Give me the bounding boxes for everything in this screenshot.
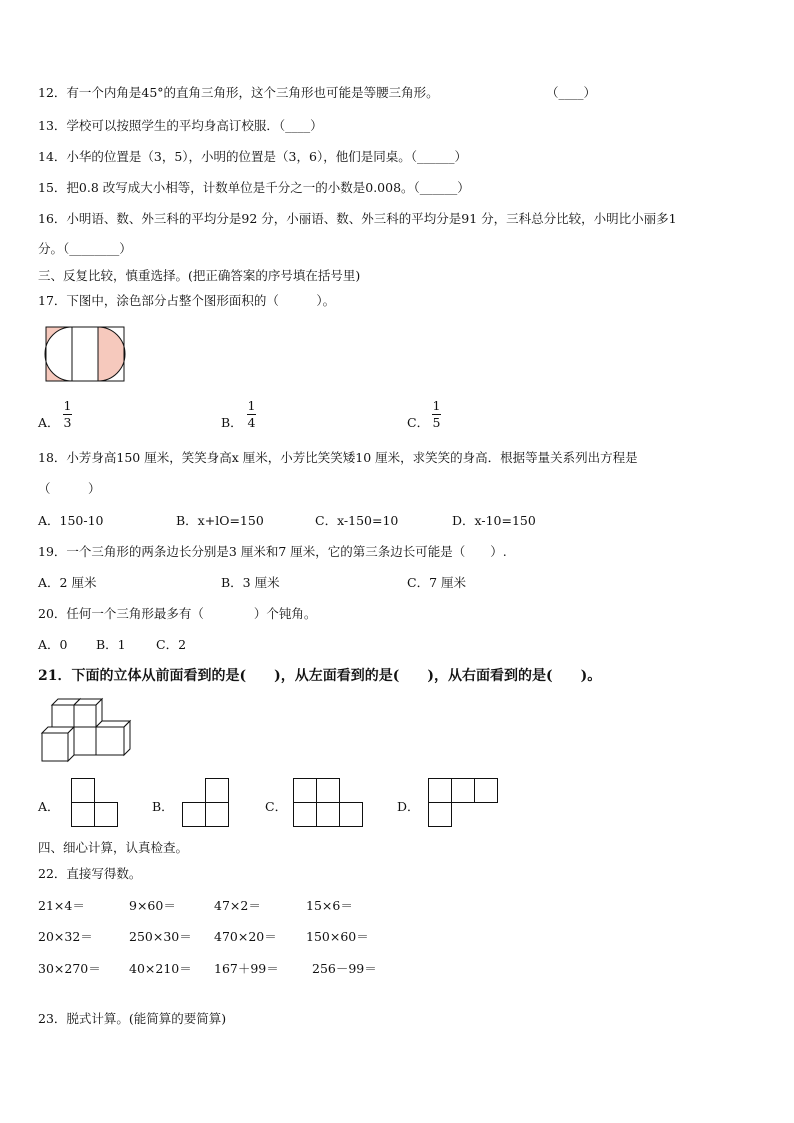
calc-item: 470×20＝ — [214, 929, 277, 944]
question-12-answer-blank[interactable]: （____） — [546, 85, 597, 100]
question-16-line-1: 16．小明语、数、外三科的平均分是92 分，小丽语、数、外三科的平均分是91 分，三科总分比较，小明比小丽多1 — [38, 211, 677, 226]
question-18-option-c[interactable]: C．x-150=10 — [315, 513, 399, 528]
question-21-option-d-view — [428, 778, 500, 828]
question-17-option-c-label[interactable]: C． — [407, 415, 430, 430]
calc-item: 150×60＝ — [306, 929, 369, 944]
question-17-option-c-fraction — [432, 399, 441, 430]
section-3-heading: 三、反复比较，慎重选择。(把正确答案的序号填在括号里) — [38, 268, 361, 283]
question-17-option-a-label[interactable]: A． — [38, 415, 60, 430]
calc-item: 30×270＝ — [38, 961, 101, 976]
question-17-figure — [46, 327, 126, 383]
question-19-option-c[interactable]: C．7 厘米 — [407, 575, 466, 590]
question-17: 17．下图中，涂色部分占整个图形面积的（ ）。 — [38, 293, 336, 308]
question-20-option-a[interactable]: A．0 — [38, 637, 68, 652]
section-4-heading: 四、细心计算，认真检查。 — [38, 840, 189, 855]
question-18-option-a[interactable]: A．150-10 — [38, 513, 104, 528]
question-21-option-a-label[interactable]: A． — [38, 799, 60, 814]
fraction-denominator: 4 — [247, 415, 256, 430]
question-18: 18．小芳身高150 厘米，笑笑身高x 厘米，小芳比笑笑矮10 厘米，求笑笑的身高．根据等量关系列出方程是 — [38, 450, 638, 465]
question-14: 14．小华的位置是（3，5），小明的位置是（3，6），他们是同桌。（______） — [38, 149, 467, 164]
question-21-option-c-view — [293, 778, 365, 828]
calc-item: 40×210＝ — [129, 961, 192, 976]
shaded-region-left — [45, 327, 72, 381]
question-19: 19．一个三角形的两条边长分别是3 厘米和7 厘米，它的第三条边长可能是（ ）. — [38, 544, 507, 559]
question-21-option-c-label[interactable]: C． — [265, 799, 288, 814]
question-20: 20．任何一个三角形最多有（ ）个钝角。 — [38, 606, 317, 621]
question-21-solid-figure — [42, 697, 134, 763]
fraction-numerator: 1 — [63, 398, 72, 413]
question-18-answer-paren[interactable]: （ ） — [38, 481, 101, 496]
question-18-option-b[interactable]: B．x+lO=150 — [176, 513, 264, 528]
question-17-option-a-fraction — [63, 399, 72, 430]
calc-item: 15×6＝ — [306, 898, 353, 913]
question-23: 23．脱式计算。(能简算的要简算) — [38, 1011, 227, 1026]
question-12 — [38, 83, 439, 101]
question-20-option-c[interactable]: C．2 — [156, 637, 187, 652]
question-19-option-b[interactable]: B．3 厘米 — [221, 575, 280, 590]
calc-item: 47×2＝ — [214, 898, 261, 913]
question-17-option-b-fraction — [247, 399, 256, 430]
calc-item: 20×32＝ — [38, 929, 93, 944]
question-17-option-b-label[interactable]: B． — [221, 415, 243, 430]
calc-item: 250×30＝ — [129, 929, 192, 944]
question-21-option-b-label[interactable]: B． — [152, 799, 174, 814]
shaded-region-right — [98, 327, 125, 381]
question-19-option-a[interactable]: A．2 厘米 — [38, 575, 97, 590]
question-16-line-2: 分。（________） — [38, 241, 132, 256]
fraction-numerator: 1 — [432, 398, 441, 413]
question-21-option-a-view — [71, 778, 119, 828]
question-21-option-b-view — [182, 778, 230, 828]
calc-item: 9×60＝ — [129, 898, 176, 913]
question-18-option-d[interactable]: D．x-10=150 — [452, 513, 536, 528]
fraction-denominator: 3 — [63, 415, 72, 430]
fraction-numerator: 1 — [247, 398, 256, 413]
calc-item: 167＋99＝ — [214, 961, 279, 976]
question-21: 21．下面的立体从前面看到的是( )，从左面看到的是( )，从右面看到的是( )。 — [38, 668, 602, 684]
question-22: 22．直接写得数。 — [38, 866, 142, 881]
question-12-text: 12．有一个内角是45°的直角三角形，这个三角形也可能是等腰三角形。 — [38, 85, 439, 100]
fraction-denominator: 5 — [432, 415, 441, 430]
question-20-option-b[interactable]: B．1 — [96, 637, 126, 652]
calc-item: 21×4＝ — [38, 898, 85, 913]
calc-item: 256－99＝ — [312, 961, 377, 976]
question-13: 13．学校可以按照学生的平均身高订校服．（____） — [38, 118, 323, 133]
question-21-option-d-label[interactable]: D． — [397, 799, 420, 814]
question-15: 15．把0.8 改写成大小相等，计数单位是千分之一的小数是0.008。（______） — [38, 180, 470, 195]
